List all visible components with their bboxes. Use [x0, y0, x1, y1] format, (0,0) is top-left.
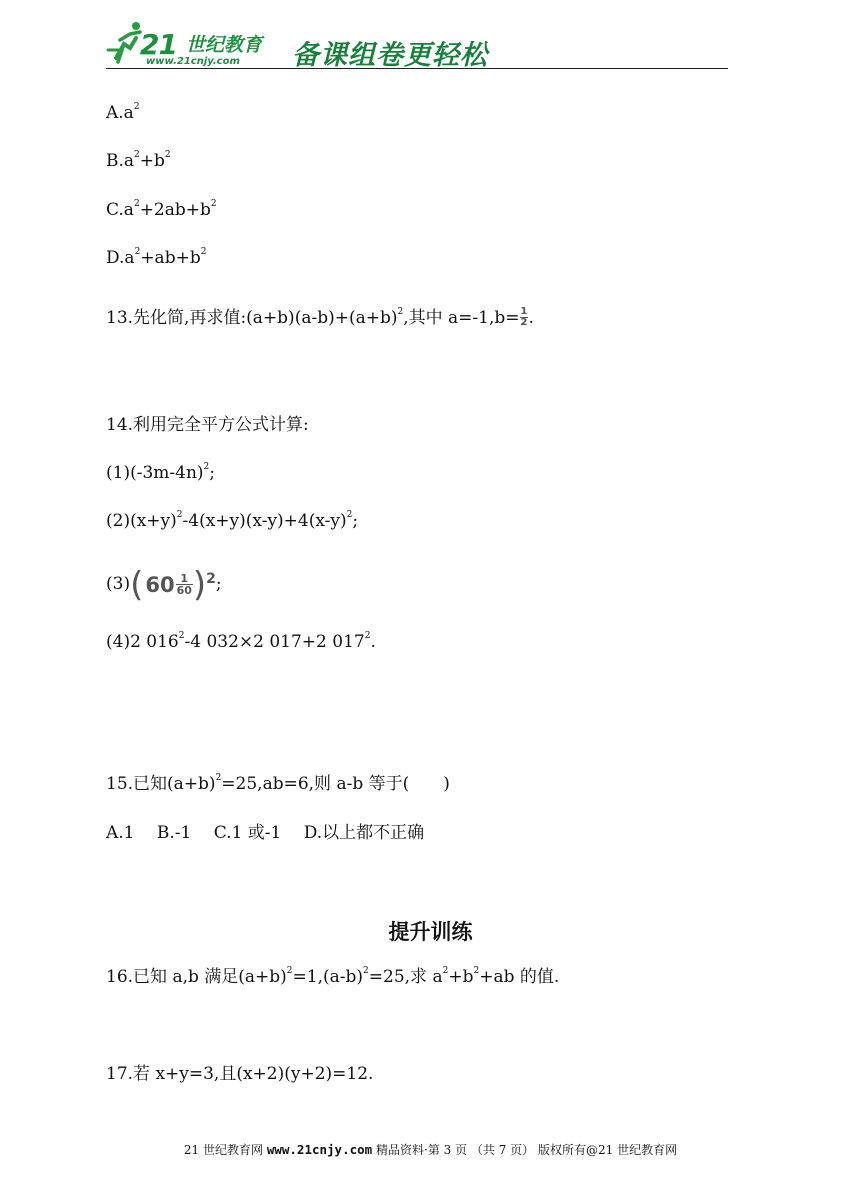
option-text: D.a: [106, 248, 135, 268]
question-text: =1,(a-b): [292, 967, 364, 987]
footer-site-name: 21 世纪教育网: [183, 1143, 263, 1157]
question-14-part-2: [106, 509, 358, 533]
superscript: 2: [363, 966, 369, 976]
question-text: ;: [352, 511, 359, 531]
question-text: =25,求 a: [368, 967, 443, 987]
question-text: ,其中 a=-1,b=: [403, 308, 520, 328]
option-c: [106, 198, 217, 222]
superscript: 2: [397, 307, 404, 317]
whole-number: 60: [145, 572, 175, 597]
option-text: B.a: [106, 151, 135, 171]
question-text: 13.先化简,再求值:(a+b)(a-b)+(a+b): [106, 308, 398, 328]
brand-number: 21: [140, 28, 177, 61]
question-text: (4)2 016: [106, 632, 179, 652]
right-paren: ): [192, 564, 207, 605]
superscript: 2: [203, 462, 210, 472]
footer-page-info: 精品资料·第 3 页 （共 7 页） 版权所有@21 世纪教育网: [376, 1143, 678, 1157]
question-14-part-3: [106, 566, 222, 603]
superscript: 2: [134, 247, 141, 257]
superscript: 2: [164, 150, 171, 160]
option-b: [106, 149, 171, 173]
option-text: C.a: [106, 200, 134, 220]
option-text: +b: [139, 151, 165, 171]
fraction-numerator: 1: [176, 573, 193, 585]
superscript: 2: [286, 966, 293, 976]
question-17: 17.若 x+y=3,且(x+2)(y+2)=12.: [106, 1064, 374, 1084]
question-text: -4(x+y)(x-y)+4(x-y): [182, 511, 347, 531]
superscript: 2: [442, 966, 449, 976]
section-title: 提升训练: [388, 920, 473, 944]
question-14-part-1: [106, 461, 215, 485]
superscript: 2: [178, 631, 185, 641]
question-text: 16.已知 a,b 满足(a+b): [106, 967, 287, 987]
option-text: A.a: [106, 103, 134, 123]
brand-url[interactable]: www.21cnjy.com: [146, 56, 240, 67]
superscript: 2: [200, 247, 207, 257]
question-text: (2)(x+y): [106, 511, 177, 531]
exponent: 2: [206, 570, 216, 587]
superscript: 2: [215, 773, 222, 783]
page-footer: [0, 1141, 861, 1158]
question-text: .: [528, 308, 534, 328]
mixed-number-image: [130, 564, 216, 605]
question-14-part-4: [106, 630, 376, 654]
question-16: [106, 965, 559, 989]
question-15: [106, 772, 450, 796]
superscript: 2: [210, 199, 217, 209]
header-divider: [106, 68, 728, 69]
superscript: 2: [346, 510, 353, 520]
question-text: 15.已知(a+b): [106, 774, 216, 794]
question-text: ;: [209, 463, 216, 483]
question-15-options: A.1 B.-1 C.1 或-1 D.以上都不正确: [106, 823, 425, 843]
superscript: 2: [133, 199, 140, 209]
option-text: +ab+b: [140, 248, 201, 268]
question-13: [106, 306, 534, 330]
left-paren: (: [130, 564, 144, 605]
fraction-denominator: 2: [520, 317, 528, 328]
superscript: 2: [134, 150, 140, 160]
option-text: +2ab+b: [139, 200, 211, 220]
brand-name: 世纪教育: [186, 34, 263, 56]
superscript: 2: [133, 102, 140, 112]
superscript: 2: [364, 631, 371, 641]
question-text: +ab 的值.: [479, 967, 560, 987]
option-a: [106, 101, 140, 125]
question-text: ;: [215, 574, 222, 594]
slogan: 备课组卷更轻松: [292, 40, 488, 71]
question-text: (3): [106, 574, 131, 594]
option-d: [106, 246, 206, 270]
superscript: 2: [473, 966, 480, 976]
question-text: -4 032×2 017+2 017: [184, 632, 365, 652]
question-text: .: [370, 632, 376, 652]
question-text: (1)(-3m-4n): [106, 463, 204, 483]
question-text: +b: [448, 967, 474, 987]
fraction: [176, 573, 193, 596]
fraction-denominator: 60: [176, 584, 192, 597]
fraction-numerator: 1: [520, 306, 528, 317]
superscript: 2: [176, 510, 183, 520]
question-14-title: 14.利用完全平方公式计算:: [106, 415, 309, 435]
footer-url[interactable]: www.21cnjy.com: [266, 1142, 373, 1157]
question-text: =25,ab=6,则 a-b 等于( ): [221, 774, 450, 794]
